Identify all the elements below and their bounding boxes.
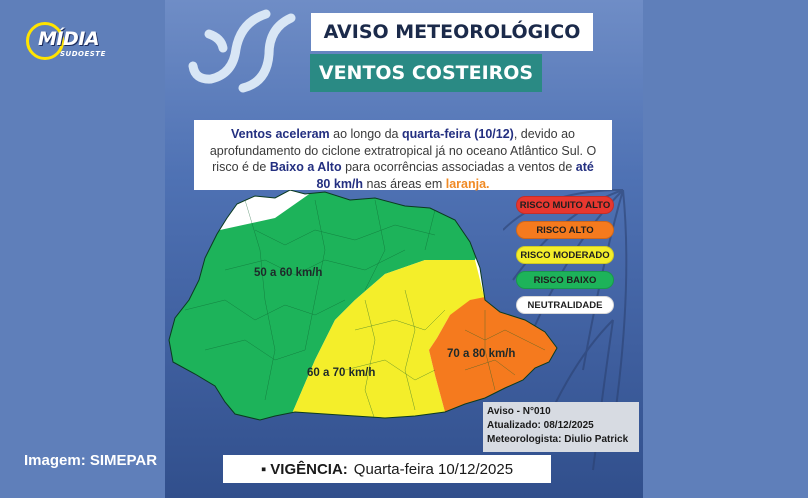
- midia-sudoeste-logo: [26, 22, 116, 62]
- logo-text: MÍDIA: [38, 28, 100, 50]
- desc-part: laranja.: [445, 176, 490, 191]
- legend-risco-alto: RISCO ALTO: [516, 221, 614, 239]
- page-title: AVISO METEOROLÓGICO: [311, 13, 593, 51]
- legend-risco-moderado: RISCO MODERADO: [516, 246, 614, 264]
- risk-legend: [516, 196, 614, 321]
- legend-neutralidade: NEUTRALIDADE: [516, 296, 614, 314]
- desc-part: , devido ao aprofundamento do ciclone extratropical já no oceano Atlântico Sul. O risco é de: [209, 127, 597, 174]
- desc-part: nas áreas em: [363, 176, 446, 191]
- image-credit-caption: Imagem: SIMEPAR: [24, 452, 158, 469]
- desc-part: quarta-feira (10/12): [401, 127, 514, 141]
- desc-part: até 80 km/h: [316, 160, 594, 191]
- warning-info-box: [483, 402, 639, 452]
- logo-sub: SUDOESTE: [60, 50, 106, 58]
- zone-label-70-80: 70 a 80 km/h: [447, 348, 516, 360]
- warning-number: Aviso - N°010: [487, 406, 551, 417]
- weather-warning-card: [165, 0, 643, 498]
- page-subtitle: VENTOS COSTEIROS: [310, 54, 542, 92]
- bullet-icon: ▪: [260, 460, 267, 478]
- validity-value: Quarta-feira 10/12/2025: [353, 460, 514, 478]
- legend-risco-muito-alto: RISCO MUITO ALTO: [516, 196, 614, 214]
- desc-part: para ocorrências associadas a ventos de: [341, 160, 576, 174]
- validity-box: [223, 455, 551, 483]
- warning-description: [194, 120, 612, 190]
- legend-risco-baixo: RISCO BAIXO: [516, 271, 614, 289]
- desc-part: Baixo a Alto: [269, 160, 342, 174]
- zone-label-50-60: 50 a 60 km/h: [254, 267, 323, 279]
- updated-date: Atualizado: 08/12/2025: [487, 420, 594, 431]
- validity-label: VIGÊNCIA:: [270, 460, 348, 478]
- meteorologist: Meteorologista: Diulio Patrick: [487, 434, 629, 445]
- zone-label-60-70: 60 a 70 km/h: [307, 367, 376, 379]
- wind-icon: [181, 4, 301, 94]
- desc-part: ao longo da: [329, 127, 402, 141]
- desc-part: Ventos aceleram: [231, 127, 330, 141]
